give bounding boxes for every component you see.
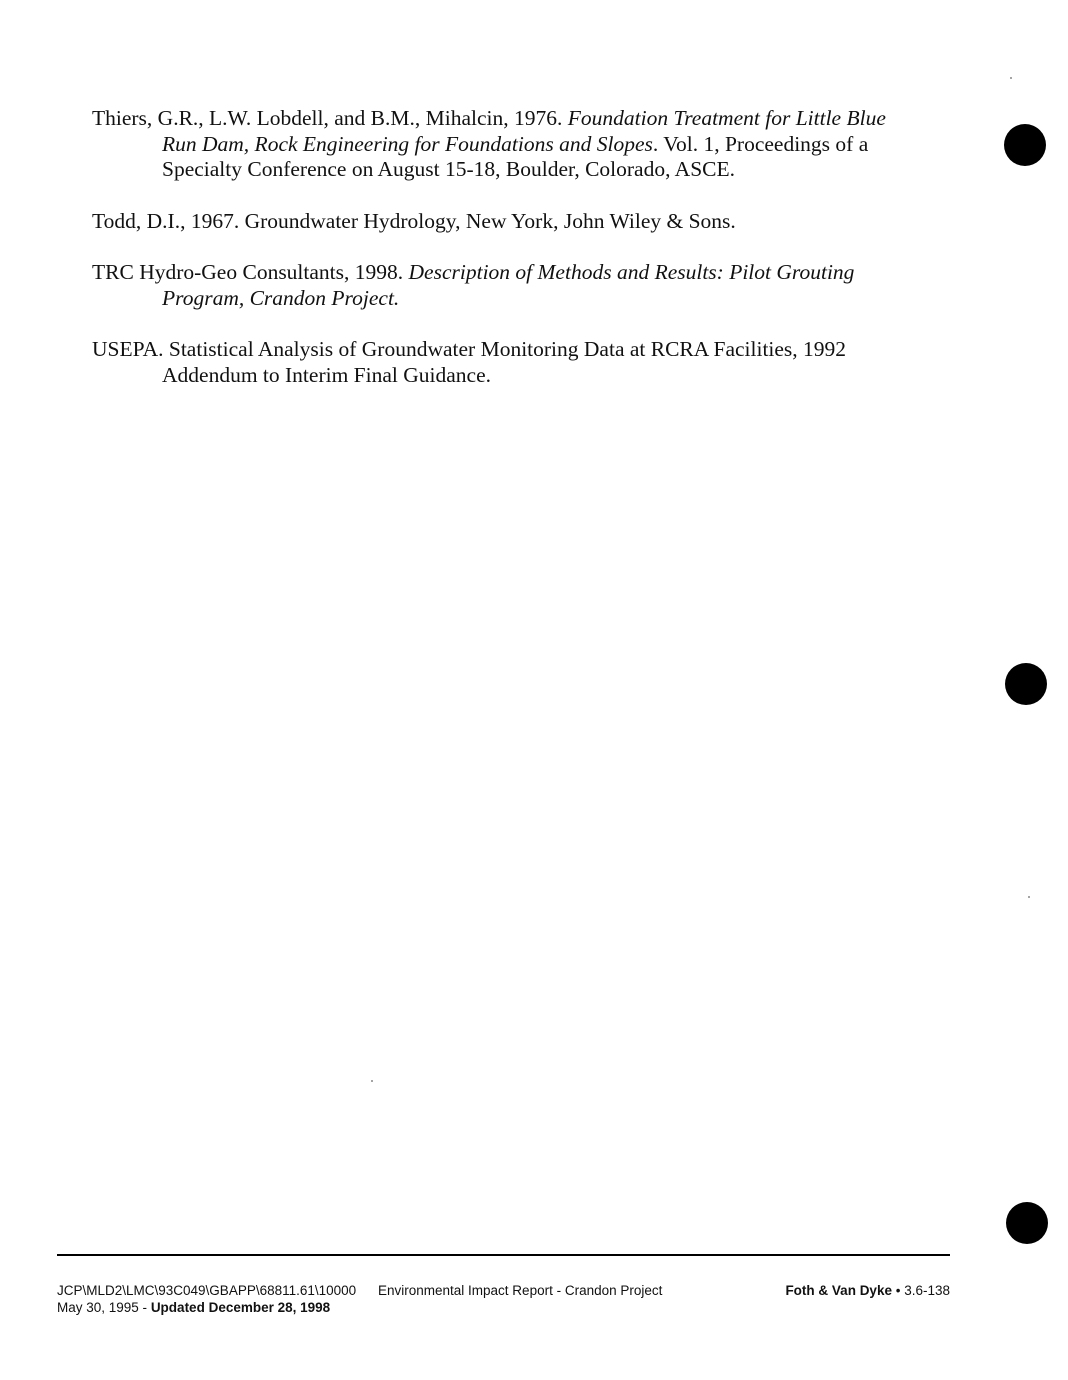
footer-company: Foth & Van Dyke: [785, 1283, 892, 1298]
footer-date-original: May 30, 1995 -: [57, 1300, 151, 1315]
punch-hole-top: [1004, 124, 1046, 166]
footer-document-title: Environmental Impact Report - Crandon Project: [378, 1283, 663, 1298]
footer-dates: [57, 1299, 356, 1316]
reference-lead: TRC Hydro-Geo Consultants, 1998.: [92, 260, 409, 284]
reference-list: [92, 106, 912, 414]
scan-speck: [371, 1080, 373, 1082]
footer-right-block: [700, 1282, 950, 1299]
reference-title: Description of Methods and Results: Pilot Grouting Program, Crandon Project.: [162, 260, 855, 310]
reference-lead: Thiers, G.R., L.W. Lobdell, and B.M., Mihalcin, 1976.: [92, 106, 568, 130]
scan-speck: [1028, 896, 1030, 898]
reference-title: Foundation Treatment for Little Blue Run Dam, Rock Engineering for Foundations and Slopes: [162, 106, 886, 156]
footer-separator: •: [891, 1283, 905, 1298]
footer-divider: [57, 1254, 950, 1256]
reference-entry-trc: [92, 260, 912, 311]
footer-date-updated: Updated December 28, 1998: [150, 1300, 331, 1315]
footer-left-block: [57, 1282, 356, 1316]
footer-file-path: JCP\MLD2\LMC\93C049\GBAPP\68811.61\10000: [57, 1283, 357, 1298]
reference-tail: . Vol. 1, Proceedings of a Specialty Conference on August 15-18, Boulder, Colorado, ASCE.: [162, 131, 869, 181]
punch-hole-bottom: [1006, 1202, 1048, 1244]
reference-entry-usepa: [92, 337, 912, 388]
reference-entry-todd: [92, 209, 912, 235]
reference-lead: Todd, D.I., 1967. Groundwater Hydrology, New York, John Wiley & Sons.: [92, 208, 736, 233]
reference-lead: USEPA. Statistical Analysis of Groundwater Monitoring Data at RCRA Facilities, 1992 Addendum to Interim Final Guidance.: [92, 337, 847, 387]
footer-page-number: 3.6-138: [904, 1283, 950, 1298]
punch-hole-middle: [1005, 663, 1047, 705]
reference-entry-thiers: [92, 106, 912, 183]
scan-speck: [1010, 77, 1012, 79]
